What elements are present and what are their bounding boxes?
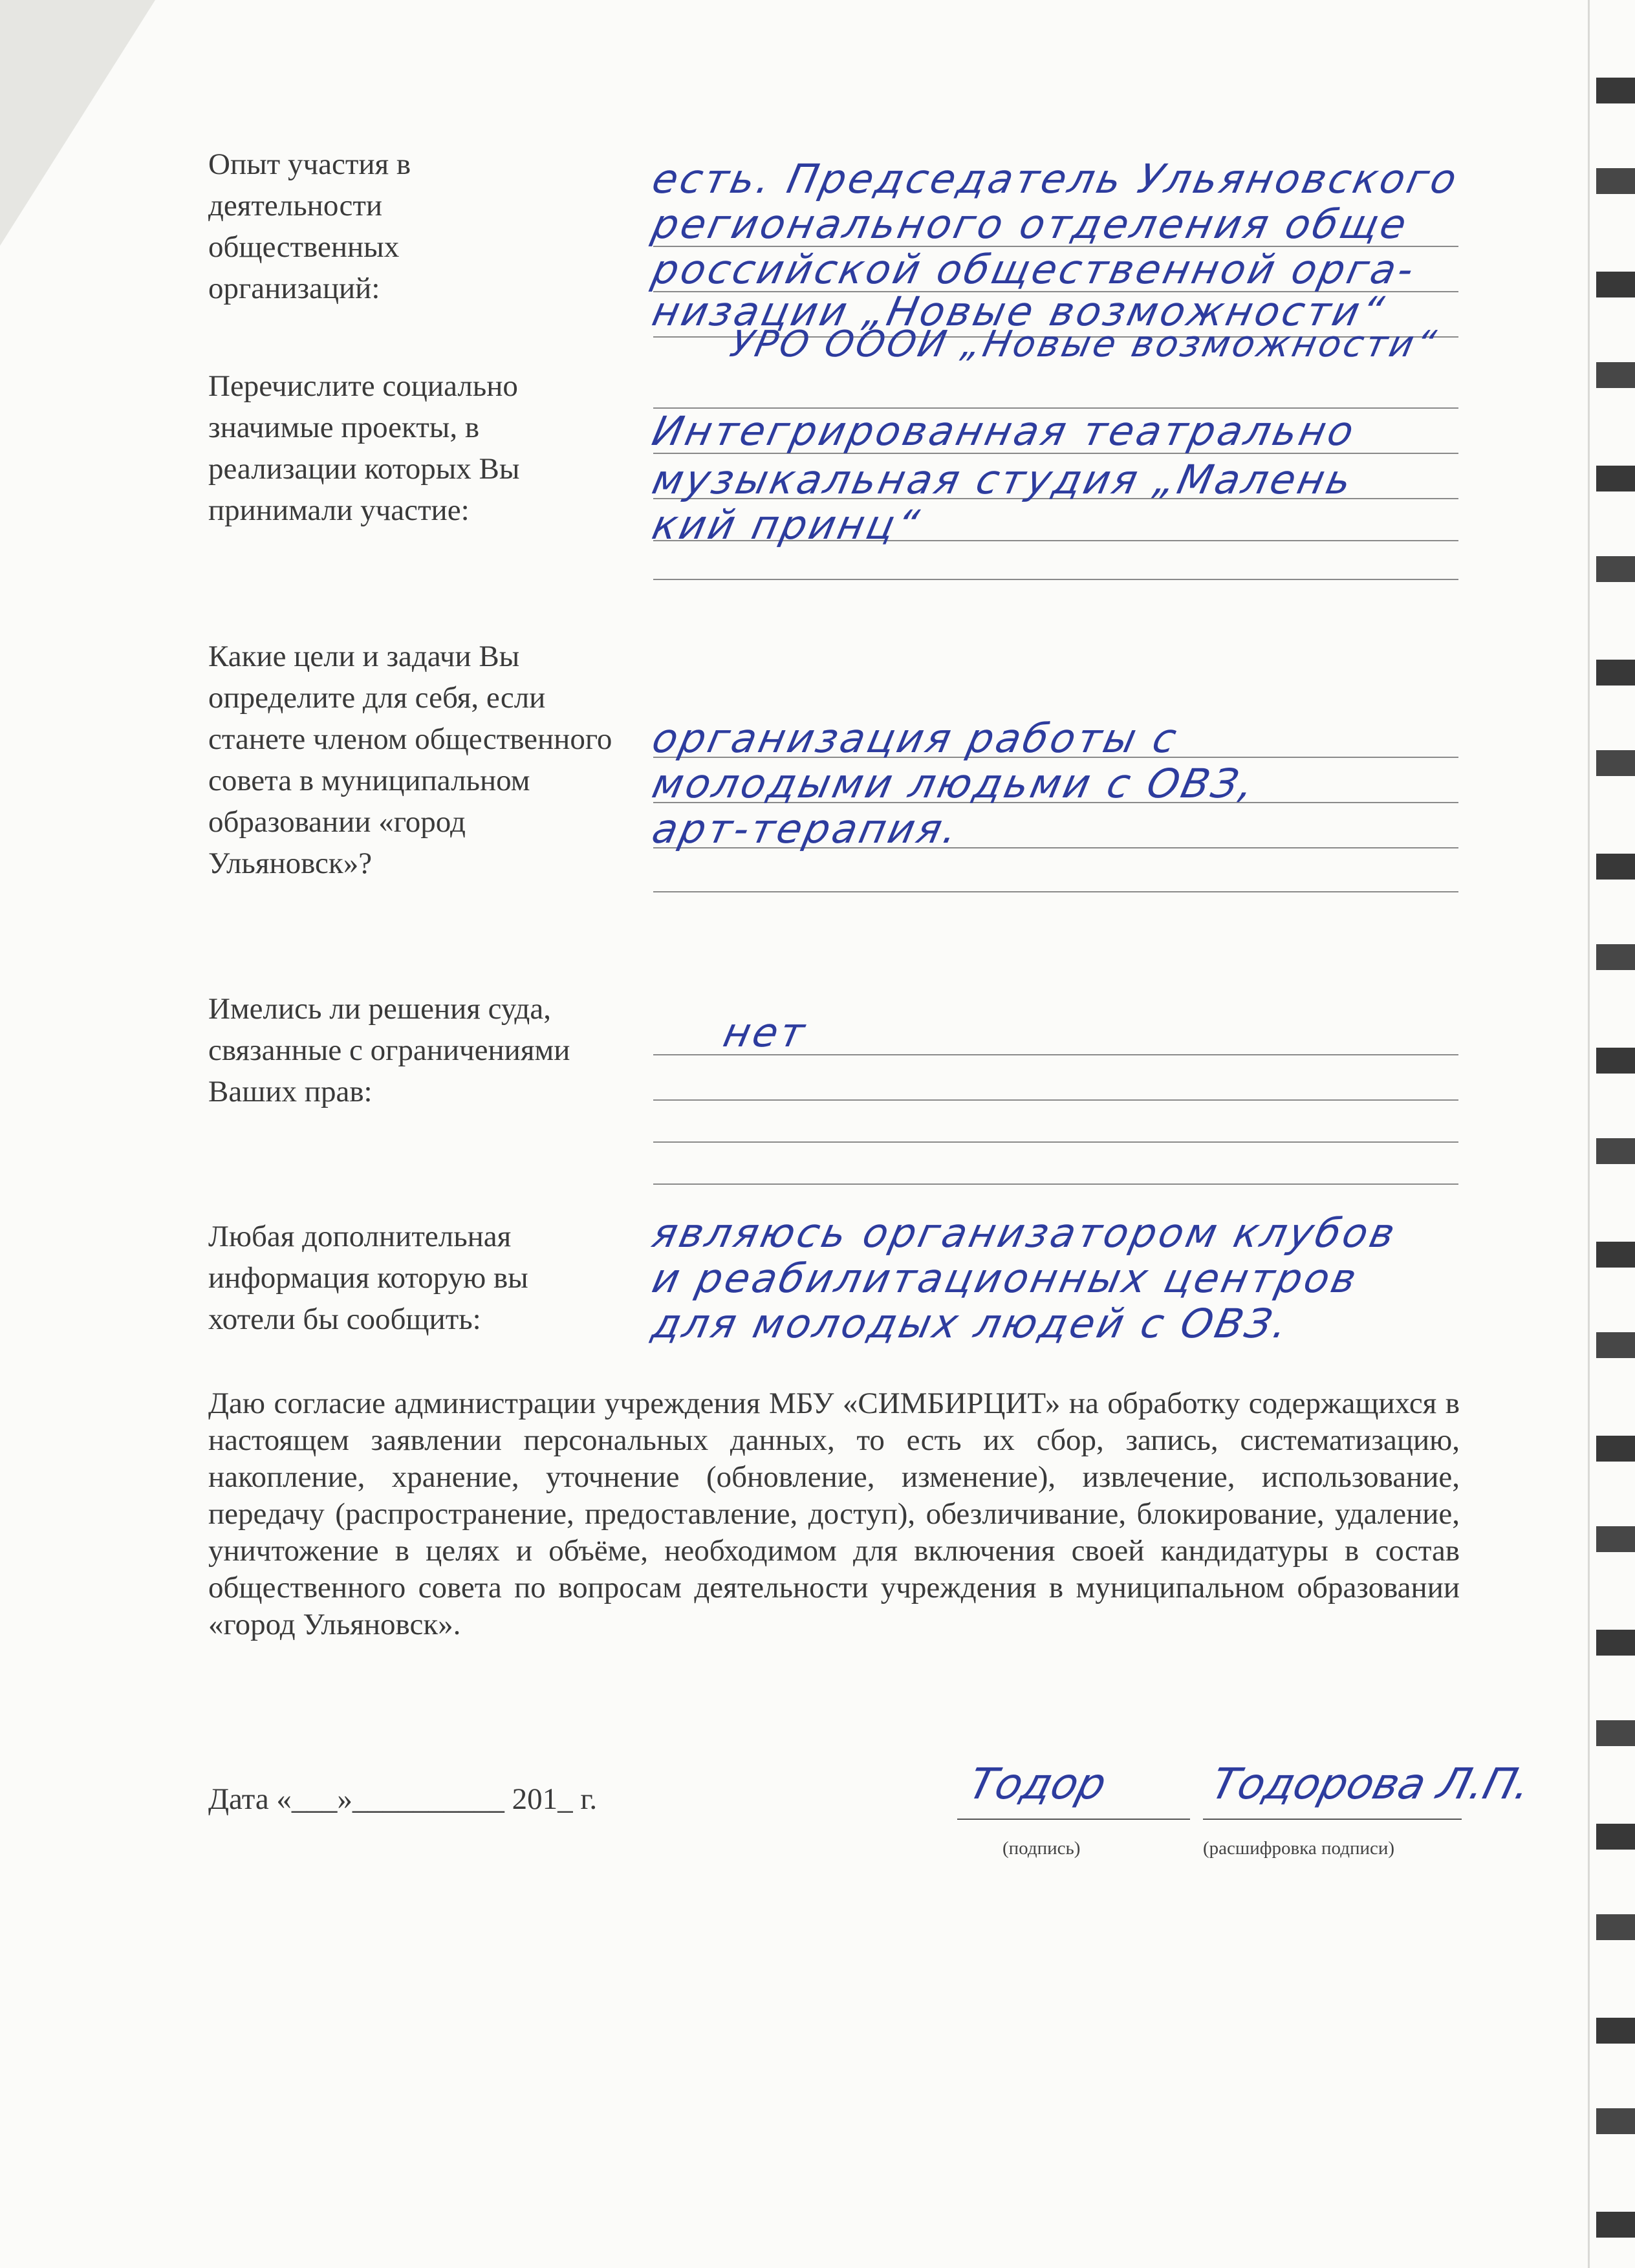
- handwritten-answer-line: Интегрированная театрально: [648, 407, 1361, 455]
- question-experience: Опыт участия в деятельности общественных организаций:: [208, 147, 411, 305]
- handwritten-answer-line: низации „Новые возможности“: [648, 288, 1391, 335]
- folded-corner: [0, 0, 155, 246]
- answer-court-lines: [653, 1009, 1458, 1190]
- answer-rule: [653, 579, 1458, 580]
- handwritten-answer-line: арт-терапия.: [648, 805, 965, 852]
- answer-goals-lines: [648, 711, 1458, 905]
- answer-rule: [653, 891, 1458, 892]
- signature-caption: (подпись): [1002, 1838, 1081, 1859]
- binding-edge-marks: [1596, 0, 1635, 2268]
- handwritten-answer-line: являюсь организатором клубов: [648, 1209, 1402, 1257]
- answer-rule: [653, 1183, 1458, 1185]
- handwritten-answer-line: кий принц“: [648, 501, 926, 548]
- handwritten-answer-line: музыкальная студия „Малень: [648, 456, 1358, 503]
- handwritten-decryption: Тодорова Л.П.: [1206, 1759, 1537, 1809]
- signature-line: [957, 1819, 1190, 1820]
- decryption-caption: (расшифровка подписи): [1203, 1838, 1395, 1859]
- answer-experience-lines: [648, 155, 1464, 365]
- handwritten-answer-line: молодыми людьми с ОВЗ,: [648, 760, 1261, 807]
- consent-paragraph: Даю согласие администрации учреждения МБУ «СИМБИРЦИТ» на обработку содержащихся в настоящем заявлении персональных данных, то есть их сбор, запись, систематизацию, накопление, хранение, уточнение (обновление, изменение), извлечение, использование, передачу (распространение, предоставление, доступ), обезличивание, блокирование, удаление, уничтожение в целях и объёме, необходимом для включения своей кандидатуры в состав общественного совета по вопросам деятельности учреждения в муниципальном образовании «город Ульяновск».: [208, 1387, 1460, 1641]
- handwritten-answer-line: и реабилитационных центров: [648, 1255, 1363, 1302]
- handwritten-answer-line: регионального отделения обще: [648, 200, 1413, 248]
- handwritten-signature: Тодор: [964, 1759, 1112, 1809]
- handwritten-answer-line: российской общественной орга-: [648, 246, 1421, 293]
- answer-projects-lines: [648, 394, 1458, 589]
- handwritten-answer-line: УРО ОООИ „Новые возможности“: [726, 323, 1442, 365]
- date-field: Дата «___»__________ 201_ г.: [208, 1782, 598, 1816]
- handwritten-answer-line: есть. Председатель Ульяновского: [648, 155, 1464, 202]
- question-goals: Какие цели и задачи Вы определите для себя, если станете членом общественного совета в муниципальном образовании «город Ульяновск»?: [208, 640, 612, 880]
- answer-additional-lines: [648, 1209, 1458, 1371]
- decryption-line: [1203, 1819, 1462, 1820]
- question-court: Имелись ли решения суда, связанные с ограничениями Ваших прав:: [208, 992, 570, 1108]
- answer-rule: [653, 1099, 1458, 1101]
- handwritten-answer-line: организация работы с: [648, 715, 1184, 762]
- answer-rule: [653, 1141, 1458, 1143]
- handwritten-answer-line: нет: [719, 1009, 812, 1056]
- question-additional: Любая дополнительная информация которую вы хотели бы сообщить:: [208, 1220, 528, 1336]
- page-edge-line: [1588, 0, 1590, 2268]
- question-projects: Перечислите социально значимые проекты, в реализации которых Вы принимали участие:: [208, 369, 520, 527]
- handwritten-answer-line: для молодых людей с ОВЗ.: [648, 1300, 1295, 1347]
